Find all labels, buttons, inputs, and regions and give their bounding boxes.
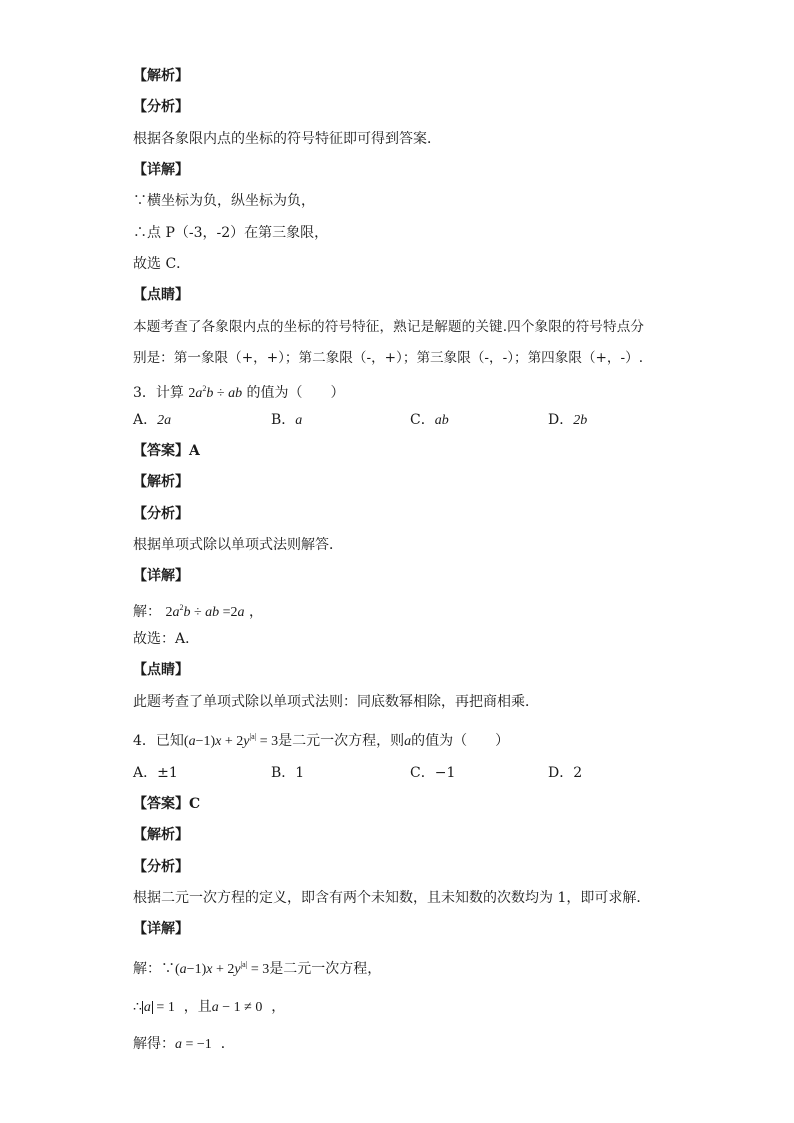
question-3 <box>133 380 345 403</box>
option-4d: D．2 <box>548 765 583 781</box>
section-fenxi-heading: 【分析】 <box>133 506 189 522</box>
option-3a: A．2a <box>133 412 172 428</box>
solution-line: 解： $2a^2b$ ÷ ab =2a ， <box>133 603 263 620</box>
question-4: 4．已知$(a-1)x + 2y^{|a|} = 3$是二元一次方程，则a的值为（ ） <box>133 732 510 749</box>
solution-line: 解得：a = −1 ． <box>133 1036 235 1052</box>
section-xiangjie-heading: 【详解】 <box>133 921 189 937</box>
option-3b: B．a <box>271 412 303 428</box>
section-xiangjie-heading: 【详解】 <box>133 568 189 584</box>
abs-value-condition: a = 1 <box>143 1000 175 1015</box>
section-jiexi-heading: 【解析】 <box>133 474 189 490</box>
section-dianjing-heading: 【点睛】 <box>133 287 189 303</box>
option-3c: C．ab <box>410 412 449 428</box>
analysis-text: 根据各象限内点的坐标的符号特征即可得到答案． <box>133 131 441 147</box>
section-fenxi-heading: 【分析】 <box>133 859 189 875</box>
solution-equation: $(a-1)x + 2y^{|a|} = 3$ <box>175 960 270 977</box>
question-3-suffix: 的值为（ ） <box>246 385 345 401</box>
comment-text: 此题考查了单项式除以单项式法则：同底数幂相除，再把商相乘． <box>133 694 539 710</box>
answer-line: 【答案】A <box>133 443 200 459</box>
section-jiexi-heading: 【解析】 <box>133 68 189 84</box>
option-4b: B．1 <box>271 765 305 781</box>
section-fenxi-heading: 【分析】 <box>133 99 189 115</box>
option-4a: A．±1 <box>133 765 178 781</box>
question-4-equation: $(a-1)x + 2y^{|a|} = 3$ <box>183 732 279 749</box>
nonzero-condition: a − 1 ≠ 0 <box>211 1000 263 1015</box>
analysis-text: 根据单项式除以单项式法则解答． <box>133 537 343 553</box>
solution-line: 解：∵(a−1)x + $2y^{|a|} = 3$是二元一次方程， <box>133 960 382 977</box>
solution-line: 故选：A． <box>133 631 200 647</box>
section-jiexi-heading: 【解析】 <box>133 827 189 843</box>
solution-line: ∴ a = 1 ，且a − 1 ≠ 0 ， <box>133 999 286 1015</box>
solution-line: ∴点 P（-3，-2）在第三象限， <box>133 225 329 241</box>
option-3d: D．2b <box>548 412 588 428</box>
answer-line: 【答案】C <box>133 796 201 812</box>
analysis-text: 根据二元一次方程的定义，即含有两个未知数，且未知数的次数均为 1，即可求解． <box>133 890 651 906</box>
option-4c: C．−1 <box>410 765 456 781</box>
result-expression: a = −1 <box>175 1037 212 1052</box>
question-3-expression: $2a^2b$ ÷ ab <box>188 384 243 401</box>
section-xiangjie-heading: 【详解】 <box>133 162 189 178</box>
solution-line: ∵横坐标为负，纵坐标为负， <box>133 193 315 209</box>
section-dianjing-heading: 【点睛】 <box>133 662 189 678</box>
solution-expression: $2a^2b$ ÷ ab =2a <box>165 603 245 620</box>
question-3-prefix: 3．计算 <box>133 385 184 401</box>
solution-line: 故选 C． <box>133 256 191 272</box>
comment-text: 本题考查了各象限内点的坐标的符号特征，熟记是解题的关键.四个象限的符号特点分 <box>133 319 645 335</box>
comment-text: 别是：第一象限（+，+）；第二象限（-，+）；第三象限（-，-）；第四象限（+，-）. <box>133 350 644 366</box>
